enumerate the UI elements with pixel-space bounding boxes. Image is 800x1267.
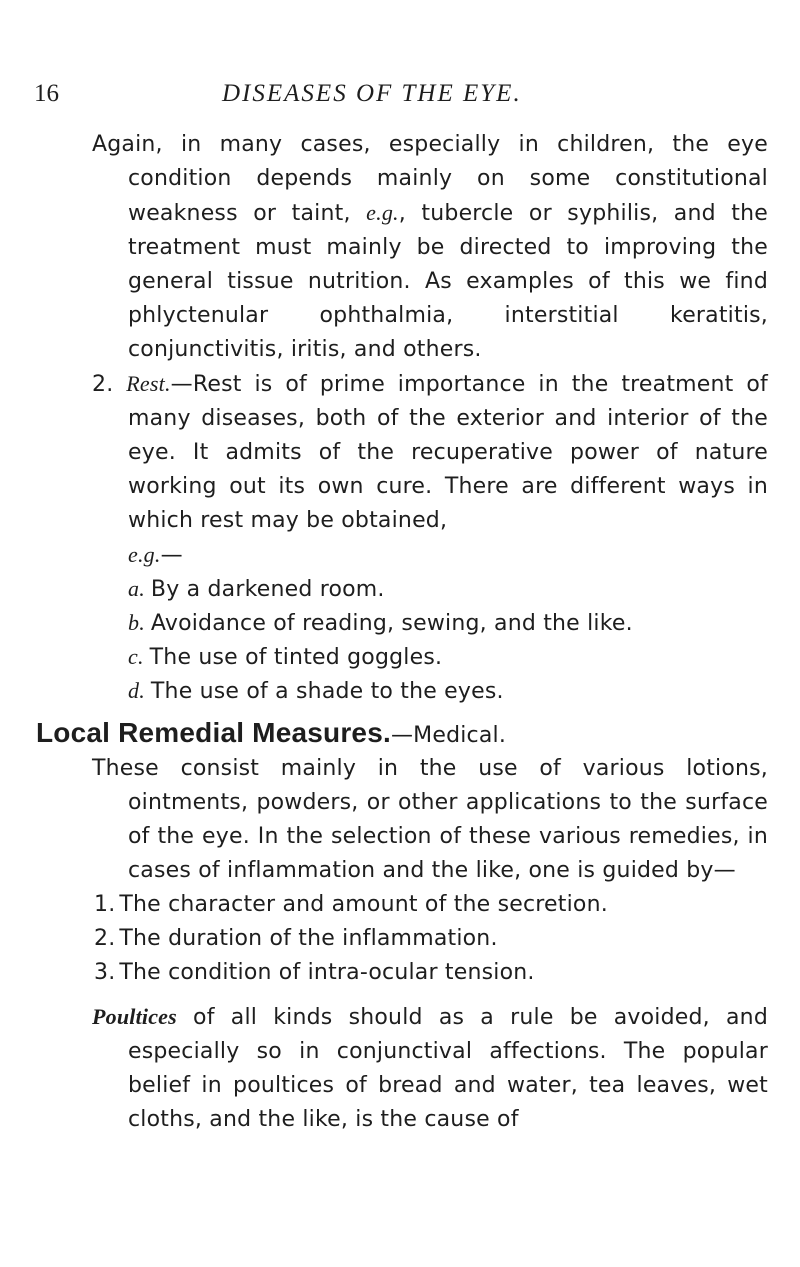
rest-dash: — xyxy=(160,543,183,568)
list-marker: a. xyxy=(128,576,145,601)
list-marker: 1. xyxy=(94,892,116,917)
list-item xyxy=(0,674,800,708)
list-marker: b. xyxy=(128,610,145,635)
page-body xyxy=(0,128,800,1137)
list-item xyxy=(0,572,800,606)
rest-number: 2. xyxy=(92,372,114,397)
list-text: By a darkened room. xyxy=(150,577,385,602)
list-marker: 2. xyxy=(94,926,116,951)
local-text: These consist mainly in the use of various lotions, ointments, powders, or other applications to the surface of the eye. In the selection of these various remedies, in cases of inflammation and the like, one is guided by— xyxy=(92,756,768,883)
local-list xyxy=(0,888,800,990)
running-head: DISEASES OF THE EYE. xyxy=(222,80,522,107)
intro-paragraph xyxy=(0,128,800,367)
list-marker: 3. xyxy=(94,960,116,985)
rest-text: —Rest is of prime importance in the treatment of many diseases, both of the exterior and interior of the eye. It admits of the recuperative power of nature working out its own cure. There are different ways in which rest may be obtained, xyxy=(128,372,768,533)
list-text: The duration of the inflammation. xyxy=(119,926,498,951)
rest-eg: e.g. xyxy=(128,542,161,567)
section-heading xyxy=(0,714,800,752)
list-text: Avoidance of reading, sewing, and the like. xyxy=(150,611,633,636)
list-item xyxy=(0,922,800,956)
list-marker: c. xyxy=(128,644,144,669)
poultices-title: Poultices xyxy=(92,1004,177,1029)
list-text: The use of a shade to the eyes. xyxy=(150,679,504,704)
list-marker: d. xyxy=(128,678,145,703)
list-item xyxy=(0,956,800,990)
page-header xyxy=(0,80,800,120)
list-item xyxy=(0,888,800,922)
page-number: 16 xyxy=(34,80,59,107)
poultices-text: of all kinds should as a rule be avoided, and especially so in conjunctival affections. The popular belief in poultices of bread and water, tea leaves, wet cloths, and the like, is the cause of xyxy=(128,1005,768,1132)
list-text: The character and amount of the secretion. xyxy=(119,892,608,917)
list-item xyxy=(0,606,800,640)
section-title: Local Remedial Measures. xyxy=(36,717,391,748)
list-text: The condition of intra-ocular tension. xyxy=(119,960,535,985)
intro-eg: e.g. xyxy=(366,200,399,225)
rest-title: Rest. xyxy=(126,371,171,396)
list-item xyxy=(0,640,800,674)
rest-list xyxy=(0,572,800,708)
intro-text-2: , tubercle or syphilis, and the treatment must mainly be directed to improving the general tissue nutrition. As examples of this we find phlyctenular ophthalmia, interstitial keratitis, conjunctivitis, iritis, and others. xyxy=(128,201,768,362)
rest-eg-line xyxy=(0,538,800,572)
list-text: The use of tinted goggles. xyxy=(149,645,443,670)
local-paragraph xyxy=(0,752,800,888)
intro-text-1: Again, in many cases, especially in children, the eye condition depends mainly on some constitutional weakness or taint, xyxy=(92,132,768,226)
rest-paragraph xyxy=(0,367,800,538)
section-subheading: —Medical. xyxy=(390,723,507,748)
poultices-paragraph xyxy=(0,1000,800,1137)
